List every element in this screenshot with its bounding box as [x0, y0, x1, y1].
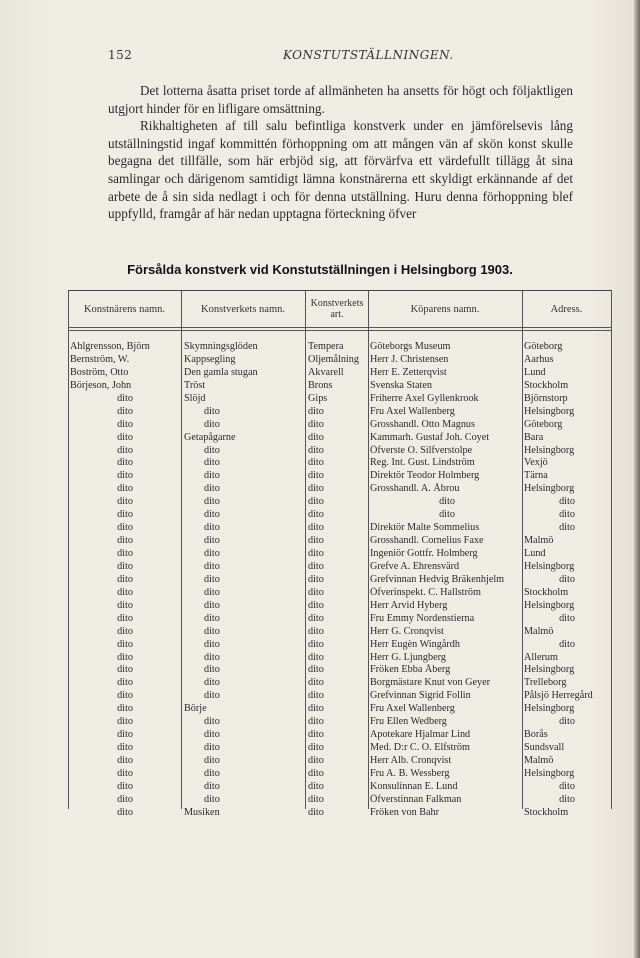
table-cell: Trelleborg	[524, 677, 567, 689]
table-cell: dito	[559, 522, 575, 534]
table-cell: dito	[204, 457, 220, 469]
table-cell: Apotekare Hjalmar Lind	[370, 729, 471, 741]
table-cell: dito	[117, 638, 133, 650]
table-cell: Borgmästare Knut von Geyer	[370, 677, 491, 689]
table-cell: Stockholm	[524, 806, 569, 818]
table-cell: Malmö	[524, 625, 554, 637]
table-cell: dito	[308, 444, 324, 456]
table-cell: Med. D:r C. O. Elfström	[370, 742, 470, 754]
table-cell: dito	[308, 742, 324, 754]
column-header: Konstverkets art.	[310, 298, 364, 320]
table-cell: Helsingborg	[524, 767, 575, 779]
table-cell: Svenska Staten	[370, 379, 432, 391]
table-cell: dito	[117, 405, 133, 417]
table-cell: Tröst	[184, 379, 206, 391]
table-cell: dito	[559, 716, 575, 728]
table-cell: Malmö	[524, 535, 554, 547]
table-cell: dito	[204, 716, 220, 728]
table-cell: dito	[117, 625, 133, 637]
table-cell: dito	[117, 522, 133, 534]
table-cell: Grefvinnan Sigrid Follin	[370, 690, 471, 702]
table-cell: dito	[559, 496, 575, 508]
table-cell: dito	[204, 612, 220, 624]
table-cell: dito	[117, 392, 133, 404]
table-cell: Grefvinnan Hedvig Bräkenhjelm	[370, 573, 505, 585]
table-cell: Malmö	[524, 755, 554, 766]
table-cell: Helsingborg	[524, 444, 575, 456]
table-cell: Helsingborg	[524, 664, 575, 676]
intro-paragraph: Det lotterna åsatta priset torde af allmänheten ha ansetts för högt och följaktligen utgjort hinder för en lifligare omsättning.	[108, 83, 573, 116]
table-cell: dito	[117, 457, 133, 469]
table-cell: dito	[204, 690, 220, 702]
table-cell: Herr E. Zetterqvist	[370, 366, 447, 378]
table-cell: dito	[308, 586, 324, 598]
table-cell: dito	[308, 496, 324, 508]
table-cell: dito	[439, 509, 455, 521]
table-cell: dito	[559, 780, 575, 792]
table-cell: Kappsegling	[184, 353, 236, 365]
table-cell: Helsingborg	[524, 560, 575, 572]
table-cell: Stockholm	[524, 379, 569, 391]
table-cell: dito	[308, 612, 324, 624]
table-cell: dito	[204, 418, 220, 430]
table-cell: Tempera	[308, 341, 344, 352]
table-cell: Akvarell	[308, 366, 344, 378]
table-cell: dito	[204, 729, 220, 741]
table-cell: dito	[204, 405, 220, 417]
table-cell: Brons	[308, 379, 333, 391]
table-cell: dito	[308, 638, 324, 650]
table-cell: Grosshandl. Cornelius Faxe	[370, 535, 484, 547]
table-cell: Herr J. Christensen	[370, 353, 449, 365]
table-title: Försålda konstverk vid Konstutställningen i Helsingborg 1903.	[127, 262, 513, 277]
table-cell: Bernström, W.	[70, 353, 130, 365]
table-cell: Ahlgrensson, Björn	[70, 341, 150, 352]
table-cell: Helsingborg	[524, 483, 575, 495]
table-cell: Reg. Int. Gust. Lindström	[370, 457, 475, 469]
table-cell: dito	[117, 535, 133, 547]
table-cell: dito	[117, 444, 133, 456]
table-cell: Fröken Ebba Åberg	[370, 664, 451, 676]
page-number: 152	[108, 48, 133, 62]
table-cell: dito	[204, 548, 220, 559]
table-cell: dito	[308, 522, 324, 534]
table-cell: dito	[204, 599, 220, 611]
table-cell: Getapågarne	[184, 431, 236, 443]
table-cell: Kammarh. Gustaf Joh. Coyet	[370, 431, 490, 443]
table-cell: Lund	[524, 366, 546, 378]
column-header: Konstnärens namn.	[83, 303, 166, 315]
artwork-column	[184, 341, 304, 820]
table-cell: dito	[117, 651, 133, 663]
table-cell: Konsulinnan E. Lund	[370, 780, 458, 792]
table-cell: dito	[117, 690, 133, 702]
table-cell: dito	[308, 664, 324, 676]
table-cell: Fru Ellen Wedberg	[370, 716, 447, 728]
table-cell: dito	[308, 457, 324, 469]
table-cell: dito	[308, 483, 324, 495]
table-cell: dito	[117, 509, 133, 521]
table-cell: Friherre Axel Gyllenkrook	[370, 392, 479, 404]
table-cell: Börjeson, John	[70, 379, 132, 391]
buyer-column	[370, 341, 524, 820]
table-cell: dito	[117, 677, 133, 689]
table-cell: dito	[117, 431, 133, 443]
table-cell: Musiken	[184, 806, 220, 818]
table-cell: Boström, Otto	[70, 366, 129, 378]
table-cell: dito	[204, 522, 220, 534]
table-cell: dito	[308, 767, 324, 779]
table-cell: dito	[117, 612, 133, 624]
table-cell: dito	[559, 638, 575, 650]
table-cell: dito	[308, 625, 324, 637]
table-cell: Göteborgs Museum	[370, 341, 451, 352]
table-cell: Skymningsglöden	[184, 341, 258, 352]
table-cell: dito	[204, 638, 220, 650]
table-cell: dito	[117, 560, 133, 572]
table-cell: Fru A. B. Wessberg	[370, 767, 450, 779]
table-cell: dito	[308, 573, 324, 585]
table-cell: Fru Emmy Nordenstierna	[370, 612, 475, 624]
table-cell: dito	[117, 483, 133, 495]
table-cell: Vexjö	[524, 457, 548, 469]
table-cell: Ingeniör Gottfr. Holmberg	[370, 548, 478, 559]
table-cell: dito	[117, 755, 133, 766]
table-cell: dito	[559, 793, 575, 805]
column-header: Adress.	[550, 303, 583, 315]
table-cell: Göteborg	[524, 418, 563, 430]
table-cell: dito	[117, 496, 133, 508]
table-cell: Oljemålning	[308, 353, 359, 365]
table-cell: dito	[204, 651, 220, 663]
table-cell: dito	[204, 483, 220, 495]
table-cell: dito	[204, 767, 220, 779]
table-cell: dito	[117, 586, 133, 598]
table-cell: dito	[308, 806, 324, 818]
table-cell: dito	[308, 405, 324, 417]
table-cell: Fröken von Bahr	[370, 806, 440, 818]
table-cell: dito	[204, 664, 220, 676]
table-cell: Den gamla stugan	[184, 366, 258, 378]
table-cell: Göteborg	[524, 341, 563, 352]
table-cell: dito	[204, 780, 220, 792]
table-cell: dito	[308, 599, 324, 611]
table-cell: Öfverste O. Silfverstolpe	[370, 444, 473, 456]
table-cell: dito	[308, 677, 324, 689]
table-cell: Helsingborg	[524, 599, 575, 611]
table-cell: Lund	[524, 548, 546, 559]
table-cell: dito	[204, 625, 220, 637]
table-cell: Herr Alb. Cronqvist	[370, 755, 452, 766]
table-cell: dito	[117, 780, 133, 792]
table-cell: Herr Eugèn Wingårdh	[370, 638, 460, 650]
table-cell: Direktör Malte Sommelius	[370, 522, 480, 534]
table-cell: Borås	[524, 729, 548, 741]
table-cell: dito	[204, 677, 220, 689]
table-cell: Herr G. Ljungberg	[370, 651, 446, 663]
table-cell: dito	[204, 742, 220, 754]
table-cell: dito	[308, 703, 324, 715]
sales-table	[68, 290, 612, 818]
column-header: Köparens namn.	[410, 303, 480, 315]
table-cell: Grosshandl. A. Åbrou	[370, 483, 460, 495]
table-cell: Björnstorp	[524, 392, 568, 404]
intro-paragraph: Rikhaltigheten af till salu befintliga konstverk under en jämförelsevis lång utställningstid ingaf kommittén förhoppning om att mången vän af skön konst skulle begagna det tillfälle, som här erbjöd sig, att förvärfva ett värdefullt tillägg åt sina samlingar och därigenom samtidigt lämna konstnärerna ett skyldigt erkännande af det arbete de å sin sida nedlagt i och för denna utställning. Huru denna förhoppning blef uppfylld, framgår af här nedan upptagna förteckning öfver	[108, 118, 573, 222]
table-cell: dito	[204, 793, 220, 805]
table-cell: dito	[559, 573, 575, 585]
page-edge	[634, 0, 640, 958]
table-cell: dito	[117, 703, 133, 715]
artist-column	[70, 341, 180, 820]
table-cell: dito	[117, 767, 133, 779]
table-cell: Herr G. Cronqvist	[370, 625, 444, 637]
table-cell: Grefve A. Ehrensvärd	[370, 560, 460, 572]
table-cell: dito	[308, 535, 324, 547]
table-cell: Bara	[524, 431, 544, 443]
table-cell: dito	[308, 651, 324, 663]
table-cell: dito	[117, 664, 133, 676]
address-column	[524, 341, 610, 820]
table-cell: dito	[117, 573, 133, 585]
table-cell: dito	[308, 716, 324, 728]
table-cell: dito	[117, 470, 133, 482]
table-cell: Pålsjö Herregård	[524, 690, 593, 702]
table-cell: dito	[204, 755, 220, 766]
table-cell: Sundsvall	[524, 742, 565, 754]
table-cell: dito	[204, 496, 220, 508]
table-cell: dito	[117, 793, 133, 805]
table-cell: Herr Arvid Hyberg	[370, 599, 448, 611]
table-cell: dito	[308, 431, 324, 443]
table-cell: Aarhus	[524, 353, 554, 365]
table-cell: dito	[308, 755, 324, 766]
table-cell: Helsingborg	[524, 405, 575, 417]
table-cell: dito	[308, 729, 324, 741]
table-cell: dito	[559, 612, 575, 624]
table-cell: dito	[308, 690, 324, 702]
medium-column	[308, 341, 368, 820]
table-cell: dito	[117, 742, 133, 754]
table-cell: dito	[308, 509, 324, 521]
table-cell: dito	[117, 548, 133, 559]
table-cell: Tärna	[524, 470, 548, 482]
table-cell: dito	[204, 444, 220, 456]
table-cell: Fru Axel Wallenberg	[370, 703, 455, 715]
table-cell: dito	[308, 418, 324, 430]
table-cell: dito	[204, 560, 220, 572]
table-cell: Grosshandl. Otto Magnus	[370, 418, 475, 430]
table-cell: dito	[559, 509, 575, 521]
table-cell: Öfverstinnan Falkman	[370, 793, 462, 805]
table-cell: dito	[439, 496, 455, 508]
table-cell: Helsingborg	[524, 703, 575, 715]
table-cell: dito	[117, 599, 133, 611]
running-title: KONSTUTSTÄLLNINGEN.	[283, 48, 454, 62]
table-cell: dito	[308, 793, 324, 805]
intro-text	[108, 82, 573, 223]
table-cell: Direktör Teodor Holmberg	[370, 470, 480, 482]
table-cell: dito	[204, 573, 220, 585]
table-cell: dito	[204, 509, 220, 521]
table-cell: Slöjd	[184, 392, 206, 404]
table-cell: dito	[308, 560, 324, 572]
table-cell: Allerum	[524, 651, 558, 663]
table-cell: dito	[117, 418, 133, 430]
table-cell: Stockholm	[524, 586, 569, 598]
table-cell: dito	[204, 470, 220, 482]
table-cell: dito	[204, 586, 220, 598]
column-header: Konstverkets namn.	[201, 303, 285, 315]
table-cell: Fru Axel Wallenberg	[370, 405, 455, 417]
table-cell: dito	[117, 729, 133, 741]
table-cell: dito	[308, 780, 324, 792]
table-cell: dito	[117, 716, 133, 728]
table-cell: dito	[308, 470, 324, 482]
table-cell: Öfverinspekt. C. Hallström	[370, 586, 481, 598]
table-cell: dito	[308, 548, 324, 559]
table-cell: dito	[117, 806, 133, 818]
table-cell: dito	[204, 535, 220, 547]
table-cell: Börje	[184, 703, 207, 715]
table-cell: Gips	[308, 392, 328, 404]
